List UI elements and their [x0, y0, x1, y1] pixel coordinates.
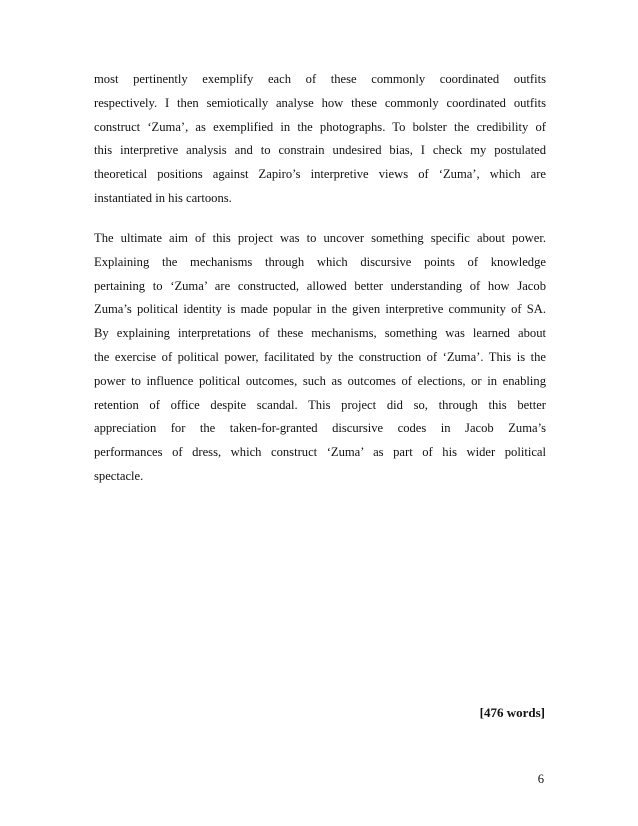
paragraph-line: theoretical positions against Zapiro’s interpretive views of ‘Zuma’, which are [94, 167, 546, 182]
paragraph-line: Zuma’s political identity is made popular in the given interpretive community of SA. [94, 302, 546, 317]
paragraph-line: construct ‘Zuma’, as exemplified in the photographs. To bolster the credibility of [94, 119, 546, 134]
paragraph-2 [94, 227, 546, 489]
paragraph-line: instantiated in his cartoons. [94, 190, 232, 205]
paragraph-line: Explaining the mechanisms through which discursive points of knowledge [94, 254, 546, 269]
paragraph-1 [94, 68, 546, 211]
paragraph-line: By explaining interpretations of these mechanisms, something was learned about [94, 326, 546, 341]
paragraph-line: the exercise of political power, facilitated by the construction of ‘Zuma’. This is the [94, 349, 546, 364]
paragraph-line: performances of dress, which construct ‘Zuma’ as part of his wider political [94, 445, 546, 460]
page-number: 6 [537, 772, 544, 786]
paragraph-line: respectively. I then semiotically analyse how these commonly coordinated outfits [94, 95, 546, 110]
paragraph-line: appreciation for the taken-for-granted discursive codes in Jacob Zuma’s [94, 421, 546, 436]
paragraph-line: spectacle. [94, 468, 144, 483]
paragraph-line: The ultimate aim of this project was to uncover something specific about power. [94, 231, 546, 245]
paragraph-line: this interpretive analysis and to constrain undesired bias, I check my postulated [94, 143, 546, 158]
paragraph-line: pertaining to ‘Zuma’ are constructed, allowed better understanding of how Jacob [94, 278, 546, 293]
paragraph-line: power to influence political outcomes, such as outcomes of elections, or in enabling [94, 373, 546, 388]
paragraph-line: retention of office despite scandal. This project did so, through this better [94, 397, 546, 412]
paragraph-line: most pertinently exemplify each of these commonly coordinated outfits [94, 72, 546, 86]
word-count: [476 words] [479, 705, 545, 720]
